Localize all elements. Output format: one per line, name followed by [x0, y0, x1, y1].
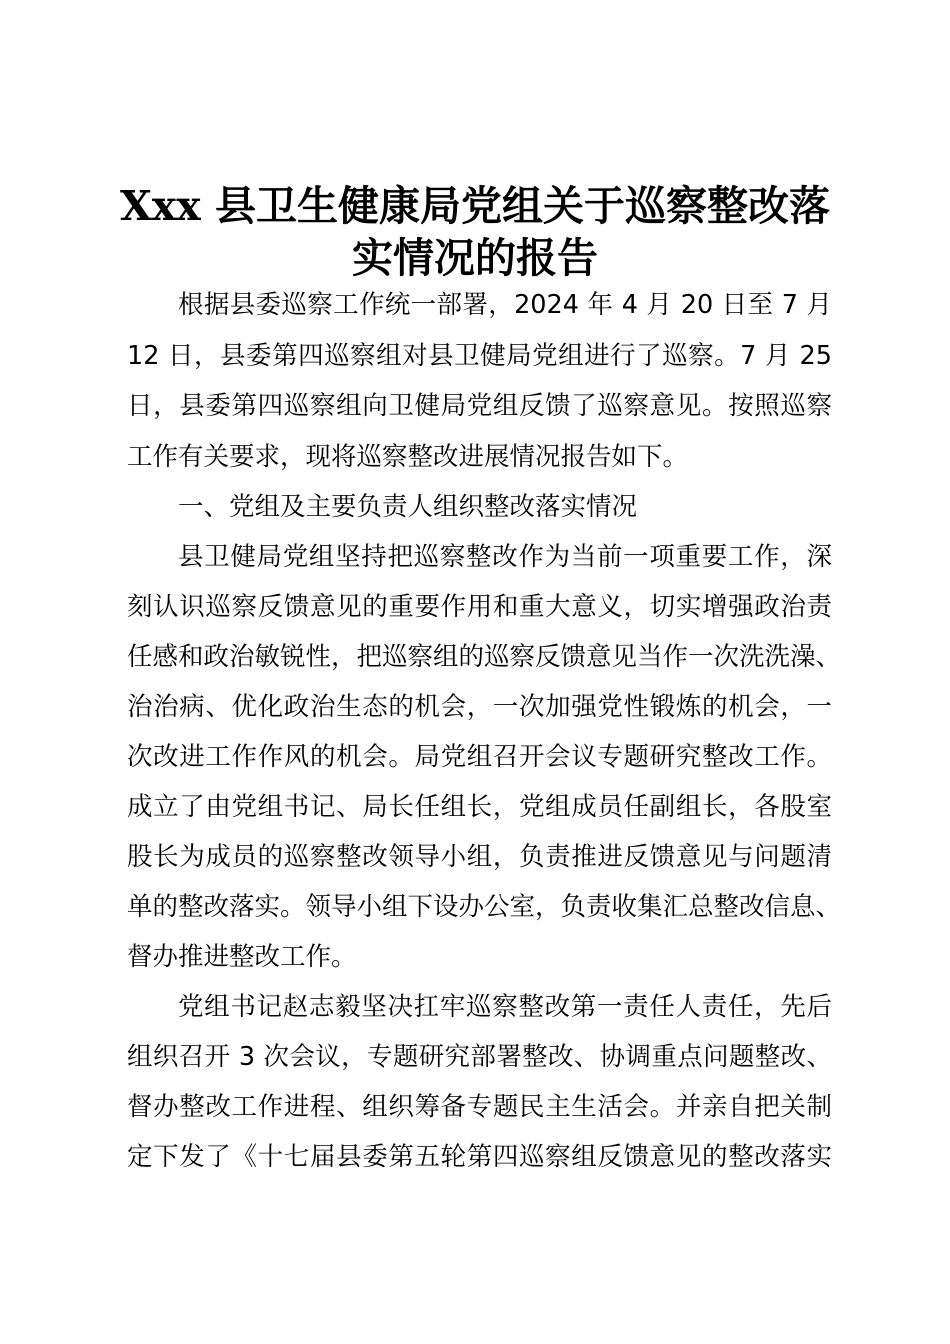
document-title-line-1: Xxx 县卫生健康局党组关于巡察整改落 — [120, 182, 830, 230]
paragraph-2-line: 单的整改落实。领导小组下设办公室，负责收集汇总整改信息、 — [127, 892, 842, 922]
paragraph-3-line: 督办整改工作进程、组织筹备专题民主生活会。并亲自把关制 — [127, 1092, 832, 1122]
paragraph-3-line: 组织召开 3 次会议，专题研究部署整改、协调重点问题整改、 — [127, 1042, 832, 1072]
paragraph-2-line: 成立了由党组书记、局长任组长，党组成员任副组长，各股室 — [127, 792, 832, 822]
section-heading: 一、党组及主要负责人组织整改落实情况 — [178, 492, 638, 522]
paragraph-1-line: 工作有关要求，现将巡察整改进展情况报告如下。 — [127, 442, 689, 472]
paragraph-2-line: 任感和政治敏锐性，把巡察组的巡察反馈意见当作一次洗洗澡、 — [127, 642, 842, 672]
paragraph-2-line: 县卫健局党组坚持把巡察整改作为当前一项重要工作，深 — [178, 542, 832, 572]
paragraph-2-line: 督办推进整改工作。 — [127, 942, 357, 972]
paragraph-1-line: 根据县委巡察工作统一部署，2024 年 4 月 20 日至 7 月 — [178, 290, 832, 320]
paragraph-2-line: 刻认识巡察反馈意见的重要作用和重大意义，切实增强政治责 — [127, 592, 832, 622]
paragraph-1-line: 日，县委第四巡察组向卫健局党组反馈了巡察意见。按照巡察 — [127, 391, 832, 421]
paragraph-2-line: 股长为成员的巡察整改领导小组，负责推进反馈意见与问题清 — [127, 842, 832, 872]
paragraph-1-line: 12 日，县委第四巡察组对县卫健局党组进行了巡察。7 月 25 — [127, 341, 832, 371]
paragraph-3-line: 党组书记赵志毅坚决扛牢巡察整改第一责任人责任，先后 — [178, 992, 832, 1022]
paragraph-2-line: 治治病、优化政治生态的机会，一次加强党性锻炼的机会，一 — [127, 692, 832, 722]
paragraph-3-line: 定下发了《十七届县委第五轮第四巡察组反馈意见的整改落实 — [127, 1142, 832, 1172]
document-title-line-2: 实情况的报告 — [352, 234, 598, 282]
paragraph-2-line: 次改进工作作风的机会。局党组召开会议专题研究整改工作。 — [127, 742, 832, 772]
